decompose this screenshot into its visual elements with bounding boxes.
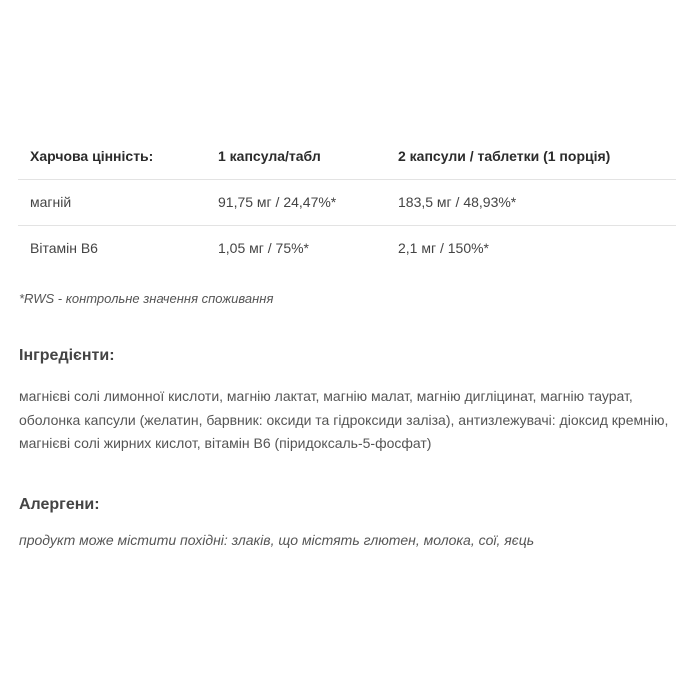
ingredients-text: магнієві солі лимонної кислоти, магнію лактат, магнію малат, магнію дигліцинат, магнію таурат, оболонка капсули (желатин, барвник: оксиди та гідроксиди заліза), антизлежувачі: діоксид кремнію, магнієві солі жирних кислот, вітамін B6 (піридоксаль-5-фосфат) (19, 388, 669, 451)
nutrition-table (18, 133, 676, 271)
nutrient-per-capsule: 1,05 мг / 75%* (218, 240, 310, 257)
table-row (18, 225, 676, 271)
nutrient-per-capsule: 91,75 мг / 24,47%* (218, 194, 337, 210)
ingredients-title: Інгредієнти: (19, 347, 115, 364)
column-header-per-capsule: 1 капсула/табл (218, 147, 321, 164)
rws-footnote: *RWS - контрольне значення споживання (19, 291, 274, 306)
table-row (18, 179, 676, 225)
table-header-row (18, 133, 676, 179)
nutrient-name: Вітамін В6 (30, 240, 98, 257)
allergens-text: продукт може містити похідні: злаків, що містять глютен, молока, сої, яєць (19, 532, 535, 548)
column-header-nutrition: Харчова цінність: (30, 147, 154, 164)
nutrient-name: магній (30, 194, 72, 210)
allergens-title: Алергени: (19, 496, 100, 513)
column-header-per-serving: 2 капсули / таблетки (1 порція) (398, 147, 611, 164)
nutrient-per-serving: 183,5 мг / 48,93%* (398, 194, 517, 210)
nutrient-per-serving: 2,1 мг / 150%* (398, 240, 490, 257)
